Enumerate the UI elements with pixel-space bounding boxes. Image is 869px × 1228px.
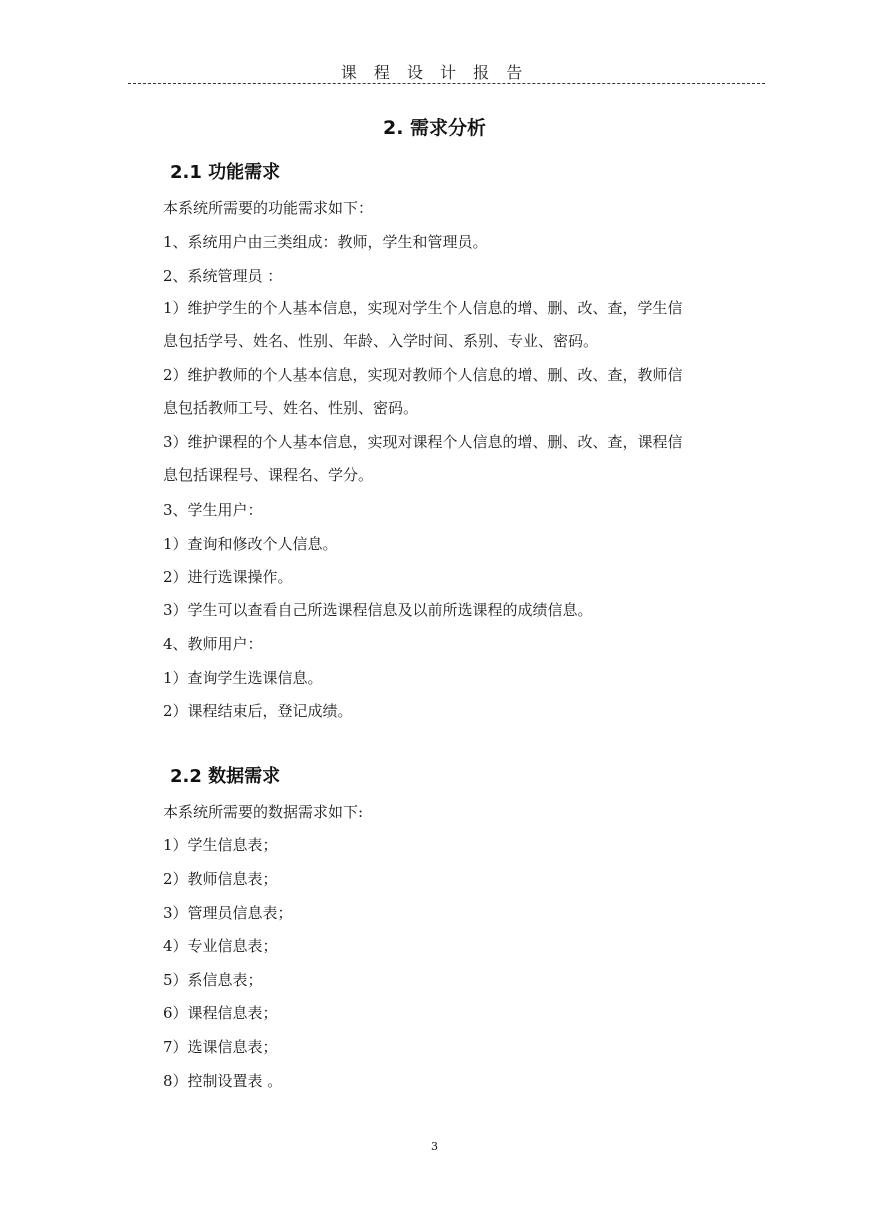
- section-heading-data: 2.2 数据需求: [170, 766, 281, 787]
- paragraph-line: 4、教师用户：: [163, 635, 263, 653]
- paragraph-line: 2）课程结束后，登记成绩。: [163, 702, 353, 720]
- paragraph-line: 3）学生可以查看自己所选课程信息及以前所选课程的成绩信息。: [163, 601, 593, 619]
- chapter-title: 2. 需求分析: [382, 117, 487, 139]
- paragraph-line: 4）专业信息表；: [163, 937, 278, 955]
- paragraph-line: 2、系统管理员 ：: [163, 267, 283, 285]
- paragraph-line: 息包括学号、姓名、性别、年龄、入学时间、系别、专业、密码。: [163, 332, 599, 350]
- paragraph-line: 1）查询和修改个人信息。: [163, 535, 338, 553]
- paragraph-line: 息包括课程号、课程名、学分。: [163, 466, 374, 484]
- paragraph-line: 5）系信息表；: [163, 971, 263, 989]
- paragraph-line: 息包括教师工号、姓名、性别、密码。: [163, 399, 419, 417]
- paragraph-line: 本系统所需要的数据需求如下:: [163, 803, 364, 821]
- paragraph-line: 1）查询学生选课信息。: [163, 669, 323, 687]
- paragraph-line: 8）控制设置表 。: [163, 1072, 283, 1090]
- paragraph-line: 1）学生信息表；: [163, 836, 278, 854]
- paragraph-line: 3、学生用户：: [163, 501, 263, 519]
- paragraph-line: 2）进行选课操作。: [163, 568, 293, 586]
- paragraph-line: 本系统所需要的功能需求如下：: [163, 199, 374, 217]
- page-number: 3: [431, 1140, 438, 1153]
- paragraph-line: 1、系统用户由三类组成：教师，学生和管理员。: [163, 233, 488, 251]
- paragraph-line: 2）教师信息表；: [163, 870, 278, 888]
- section-heading-functional: 2.1 功能需求: [170, 162, 281, 183]
- paragraph-line: 3）维护课程的个人基本信息，实现对课程个人信息的增、删、改、查，课程信: [163, 433, 683, 451]
- paragraph-line: 6）课程信息表；: [163, 1004, 278, 1022]
- page-header: 课 程 设 计 报 告: [340, 63, 529, 82]
- paragraph-line: 2）维护教师的个人基本信息，实现对教师个人信息的增、删、改、查，教师信: [163, 366, 683, 384]
- paragraph-line: 1）维护学生的个人基本信息，实现对学生个人信息的增、删、改、查，学生信: [163, 299, 683, 317]
- header-divider: [128, 83, 765, 84]
- paragraph-line: 3）管理员信息表；: [163, 904, 293, 922]
- paragraph-line: 7）选课信息表；: [163, 1038, 278, 1056]
